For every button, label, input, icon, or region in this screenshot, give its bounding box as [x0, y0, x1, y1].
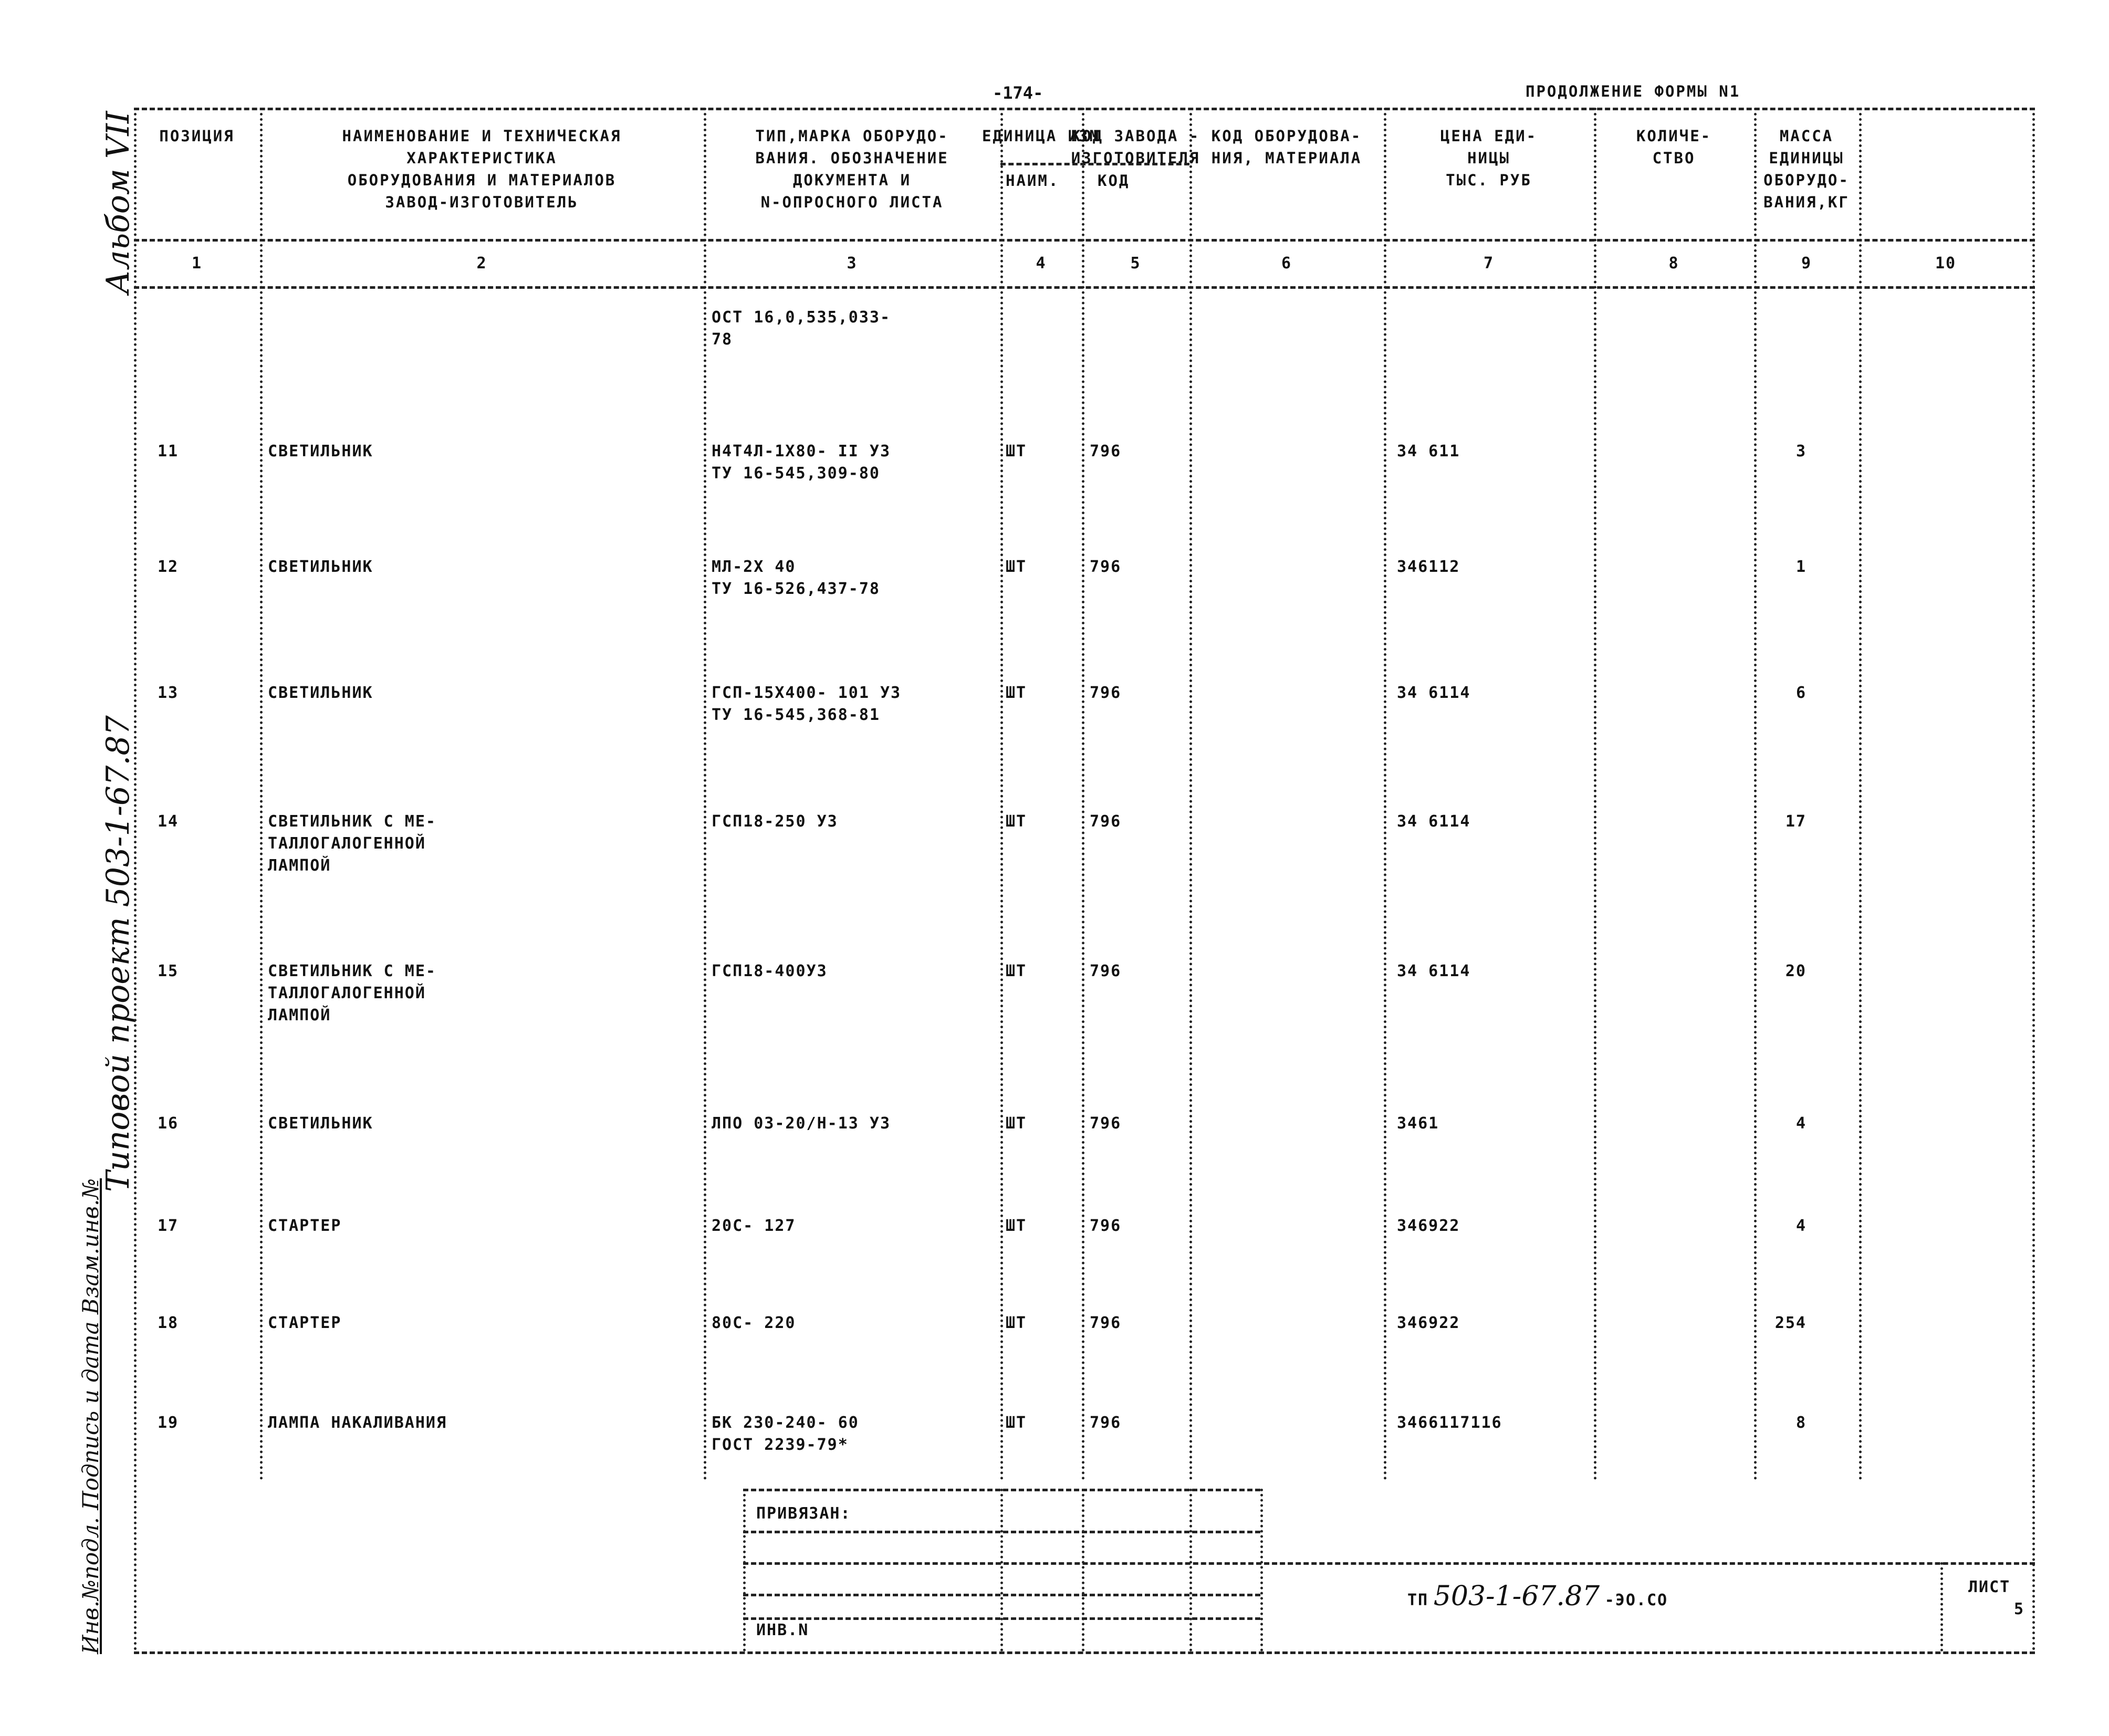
cell-quantity: 4: [1795, 1217, 1807, 1235]
column-separator: [1000, 1489, 1003, 1651]
table-rule: [134, 239, 2035, 242]
header-cell-text: ТЫС. РУБ: [1446, 171, 1532, 189]
header-cell-text: ОБОРУДО-: [1763, 171, 1850, 189]
cell-name: ЛАМПА НАКАЛИВАНИЯ: [268, 1414, 447, 1432]
table-rule: [134, 1651, 2035, 1654]
cell-position: 15: [158, 962, 179, 980]
table-rule: [743, 1562, 2035, 1565]
cell-unit: ШТ: [1006, 1414, 1027, 1432]
unit-subheader-code: КОД: [1098, 172, 1130, 190]
side-project-label: Типовой проект 503-1-67.87: [100, 715, 137, 1192]
continuation-label: ПРОДОЛЖЕНИЕ ФОРМЫ N1: [1526, 82, 1741, 100]
cell-name: СВЕТИЛЬНИК С МЕ-: [268, 812, 436, 831]
header-cell-text: ВАНИЯ,КГ: [1763, 193, 1850, 211]
cell-equipment-code: 3466117116: [1397, 1414, 1502, 1432]
column-number: 2: [476, 254, 487, 273]
cell-position: 18: [158, 1314, 179, 1332]
cell-type: ТУ 16-526,437-78: [712, 580, 880, 598]
column-number: 9: [1801, 254, 1812, 273]
cell-unit-code: 796: [1090, 1114, 1122, 1133]
stamp-code-suffix: -ЭО.СО: [1604, 1591, 1668, 1609]
cell-name: СВЕТИЛЬНИК: [268, 684, 373, 702]
header-cell-text: ВАНИЯ. ОБОЗНАЧЕНИЕ: [755, 149, 949, 167]
column-separator: [704, 108, 706, 1481]
cell-type: 80С- 220: [712, 1314, 796, 1332]
unit-subheader-name: НАИМ.: [1006, 172, 1060, 190]
cell-position: 14: [158, 812, 179, 831]
cell-position: 12: [158, 558, 179, 576]
cell-equipment-code: 346922: [1397, 1314, 1460, 1332]
cell-unit: ШТ: [1006, 1314, 1027, 1332]
cell-equipment-code: 34 6114: [1397, 962, 1471, 980]
cell-unit-code: 796: [1090, 1414, 1122, 1432]
cell-name: ТАЛЛОГАЛОГЕННОЙ: [268, 984, 426, 1002]
cell-quantity: 6: [1795, 684, 1807, 702]
side-album-label: Альбом VII: [100, 111, 137, 294]
cell-position: 16: [158, 1114, 179, 1133]
side-stamp-fields: Инв.№подл. Подпись и дата Взам.инв.№: [78, 1178, 103, 1654]
header-cell-text: ПОЗИЦИЯ: [159, 127, 235, 145]
cell-type: ОСТ 16,0,535,033-: [712, 308, 891, 327]
header-cell-text: ОБОРУДОВАНИЯ И МАТЕРИАЛОВ: [347, 171, 617, 189]
header-cell-text: НИЯ, МАТЕРИАЛА: [1211, 149, 1362, 167]
cell-quantity: 20: [1785, 962, 1807, 980]
cell-unit-code: 796: [1090, 442, 1122, 461]
header-cell-text: ИЗГОТОВИТЕЛЯ: [1071, 149, 1200, 167]
cell-type: ГОСТ 2239-79*: [712, 1436, 849, 1454]
column-separator: [1189, 1489, 1192, 1651]
cell-type: Н4Т4Л-1Х80- II У3: [712, 442, 891, 461]
cell-type: МЛ-2Х 40: [712, 558, 796, 576]
cell-name: СВЕТИЛЬНИК: [268, 442, 373, 461]
cell-unit: ШТ: [1006, 442, 1027, 461]
stamp-sheet-number: 5: [2014, 1600, 2025, 1618]
column-number: 6: [1281, 254, 1292, 273]
header-cell-text: ЦЕНА ЕДИ-: [1440, 127, 1538, 145]
header-cell-text: КОД ЗАВОДА -: [1071, 127, 1200, 145]
cell-name: СВЕТИЛЬНИК: [268, 1114, 373, 1133]
cell-unit-code: 796: [1090, 812, 1122, 831]
column-number: 1: [191, 254, 203, 273]
cell-unit: ШТ: [1006, 558, 1027, 576]
cell-name: СТАРТЕР: [268, 1217, 342, 1235]
stamp-bound-label: ПРИВЯЗАН:: [756, 1504, 851, 1523]
header-cell-text: ДОКУМЕНТА И: [792, 171, 912, 189]
cell-unit-code: 796: [1090, 684, 1122, 702]
header-cell-text: КОЛИЧЕ-: [1636, 127, 1712, 145]
cell-position: 13: [158, 684, 179, 702]
cell-quantity: 17: [1785, 812, 1807, 831]
header-cell-text: СТВО: [1652, 149, 1696, 167]
column-number: 3: [847, 254, 858, 273]
cell-name: СВЕТИЛЬНИК С МЕ-: [268, 962, 436, 980]
column-separator: [2032, 108, 2035, 1651]
cell-unit-code: 796: [1090, 1217, 1122, 1235]
cell-unit: ШТ: [1006, 812, 1027, 831]
column-separator: [1384, 108, 1386, 1481]
cell-unit: ШТ: [1006, 1114, 1027, 1133]
cell-equipment-code: 34 6114: [1397, 812, 1471, 831]
cell-quantity: 8: [1795, 1414, 1807, 1432]
cell-type: ТУ 16-545,368-81: [712, 706, 880, 724]
cell-unit: ШТ: [1006, 1217, 1027, 1235]
column-separator: [1940, 1562, 1943, 1651]
cell-name: ЛАМПОЙ: [268, 1006, 331, 1024]
column-separator: [1594, 108, 1596, 1481]
stamp-document-code: [1407, 1581, 1668, 1612]
column-separator: [1859, 108, 1862, 1481]
column-separator: [1082, 108, 1084, 1481]
cell-quantity: 4: [1795, 1114, 1807, 1133]
cell-unit-code: 796: [1090, 962, 1122, 980]
header-cell-text: НИЦЫ: [1467, 149, 1510, 167]
cell-equipment-code: 34 611: [1397, 442, 1460, 461]
header-cell-text: N-ОПРОСНОГО ЛИСТА: [760, 193, 944, 211]
header-cell-text: ТИП,МАРКА ОБОРУДО-: [755, 127, 949, 145]
cell-name: ТАЛЛОГАЛОГЕННОЙ: [268, 834, 426, 853]
column-separator: [1000, 108, 1003, 1481]
cell-unit: ШТ: [1006, 962, 1027, 980]
stamp-code-main: 503-1-67.87: [1433, 1581, 1600, 1612]
cell-type: ТУ 16-545,309-80: [712, 464, 880, 483]
cell-unit-code: 796: [1090, 558, 1122, 576]
cell-quantity: 254: [1774, 1314, 1807, 1332]
cell-position: 17: [158, 1217, 179, 1235]
header-cell-text: ЕДИНИЦА ИЗМ: [982, 127, 1101, 145]
header-cell-text: ЕДИНИЦЫ: [1769, 149, 1844, 167]
cell-name: СТАРТЕР: [268, 1314, 342, 1332]
column-separator: [1754, 108, 1757, 1481]
cell-equipment-code: 346922: [1397, 1217, 1460, 1235]
cell-type: БК 230-240- 60: [712, 1414, 859, 1432]
column-number: 10: [1935, 254, 1957, 273]
cell-quantity: 3: [1795, 442, 1807, 461]
column-number: 5: [1130, 254, 1141, 273]
cell-name: ЛАМПОЙ: [268, 856, 331, 875]
cell-position: 19: [158, 1414, 179, 1432]
table-rule: [134, 286, 2035, 289]
column-separator: [260, 108, 263, 1481]
cell-type: ГСП18-250 У3: [712, 812, 838, 831]
header-cell-text: ЗАВОД-ИЗГОТОВИТЕЛЬ: [385, 193, 579, 211]
cell-equipment-code: 346112: [1397, 558, 1460, 576]
cell-position: 11: [158, 442, 179, 461]
column-number: 4: [1036, 254, 1047, 273]
header-cell-text: МАССА: [1779, 127, 1834, 145]
header-cell-text: ХАРАКТЕРИСТИКА: [406, 149, 557, 167]
cell-type: ЛПО 03-20/Н-13 У3: [712, 1114, 891, 1133]
column-number: 8: [1668, 254, 1679, 273]
stamp-sheet-label: ЛИСТ: [1968, 1578, 2011, 1596]
cell-unit-code: 796: [1090, 1314, 1122, 1332]
table-rule: [134, 108, 2035, 110]
cell-quantity: 1: [1795, 558, 1807, 576]
cell-type: 20С- 127: [712, 1217, 796, 1235]
header-cell-text: КОД ОБОРУДОВА-: [1211, 127, 1362, 145]
column-separator: [1189, 108, 1192, 1481]
cell-name: СВЕТИЛЬНИК: [268, 558, 373, 576]
cell-equipment-code: 3461: [1397, 1114, 1439, 1133]
column-separator: [1082, 1489, 1084, 1651]
stamp-inv-label: ИНВ.N: [756, 1621, 809, 1639]
cell-type: ГСП18-400У3: [712, 962, 828, 980]
column-separator: [1260, 1489, 1263, 1651]
stamp-code-prefix: ТП: [1407, 1591, 1429, 1609]
cell-type: 78: [712, 330, 733, 349]
column-number: 7: [1483, 254, 1495, 273]
column-separator: [134, 108, 137, 1651]
cell-type: ГСП-15Х400- 101 У3: [712, 684, 902, 702]
header-cell-text: НАИМЕНОВАНИЕ И ТЕХНИЧЕСКАЯ: [342, 127, 622, 145]
cell-unit: ШТ: [1006, 684, 1027, 702]
page-number: -174-: [993, 83, 1043, 103]
cell-equipment-code: 34 6114: [1397, 684, 1471, 702]
column-separator: [743, 1489, 746, 1651]
